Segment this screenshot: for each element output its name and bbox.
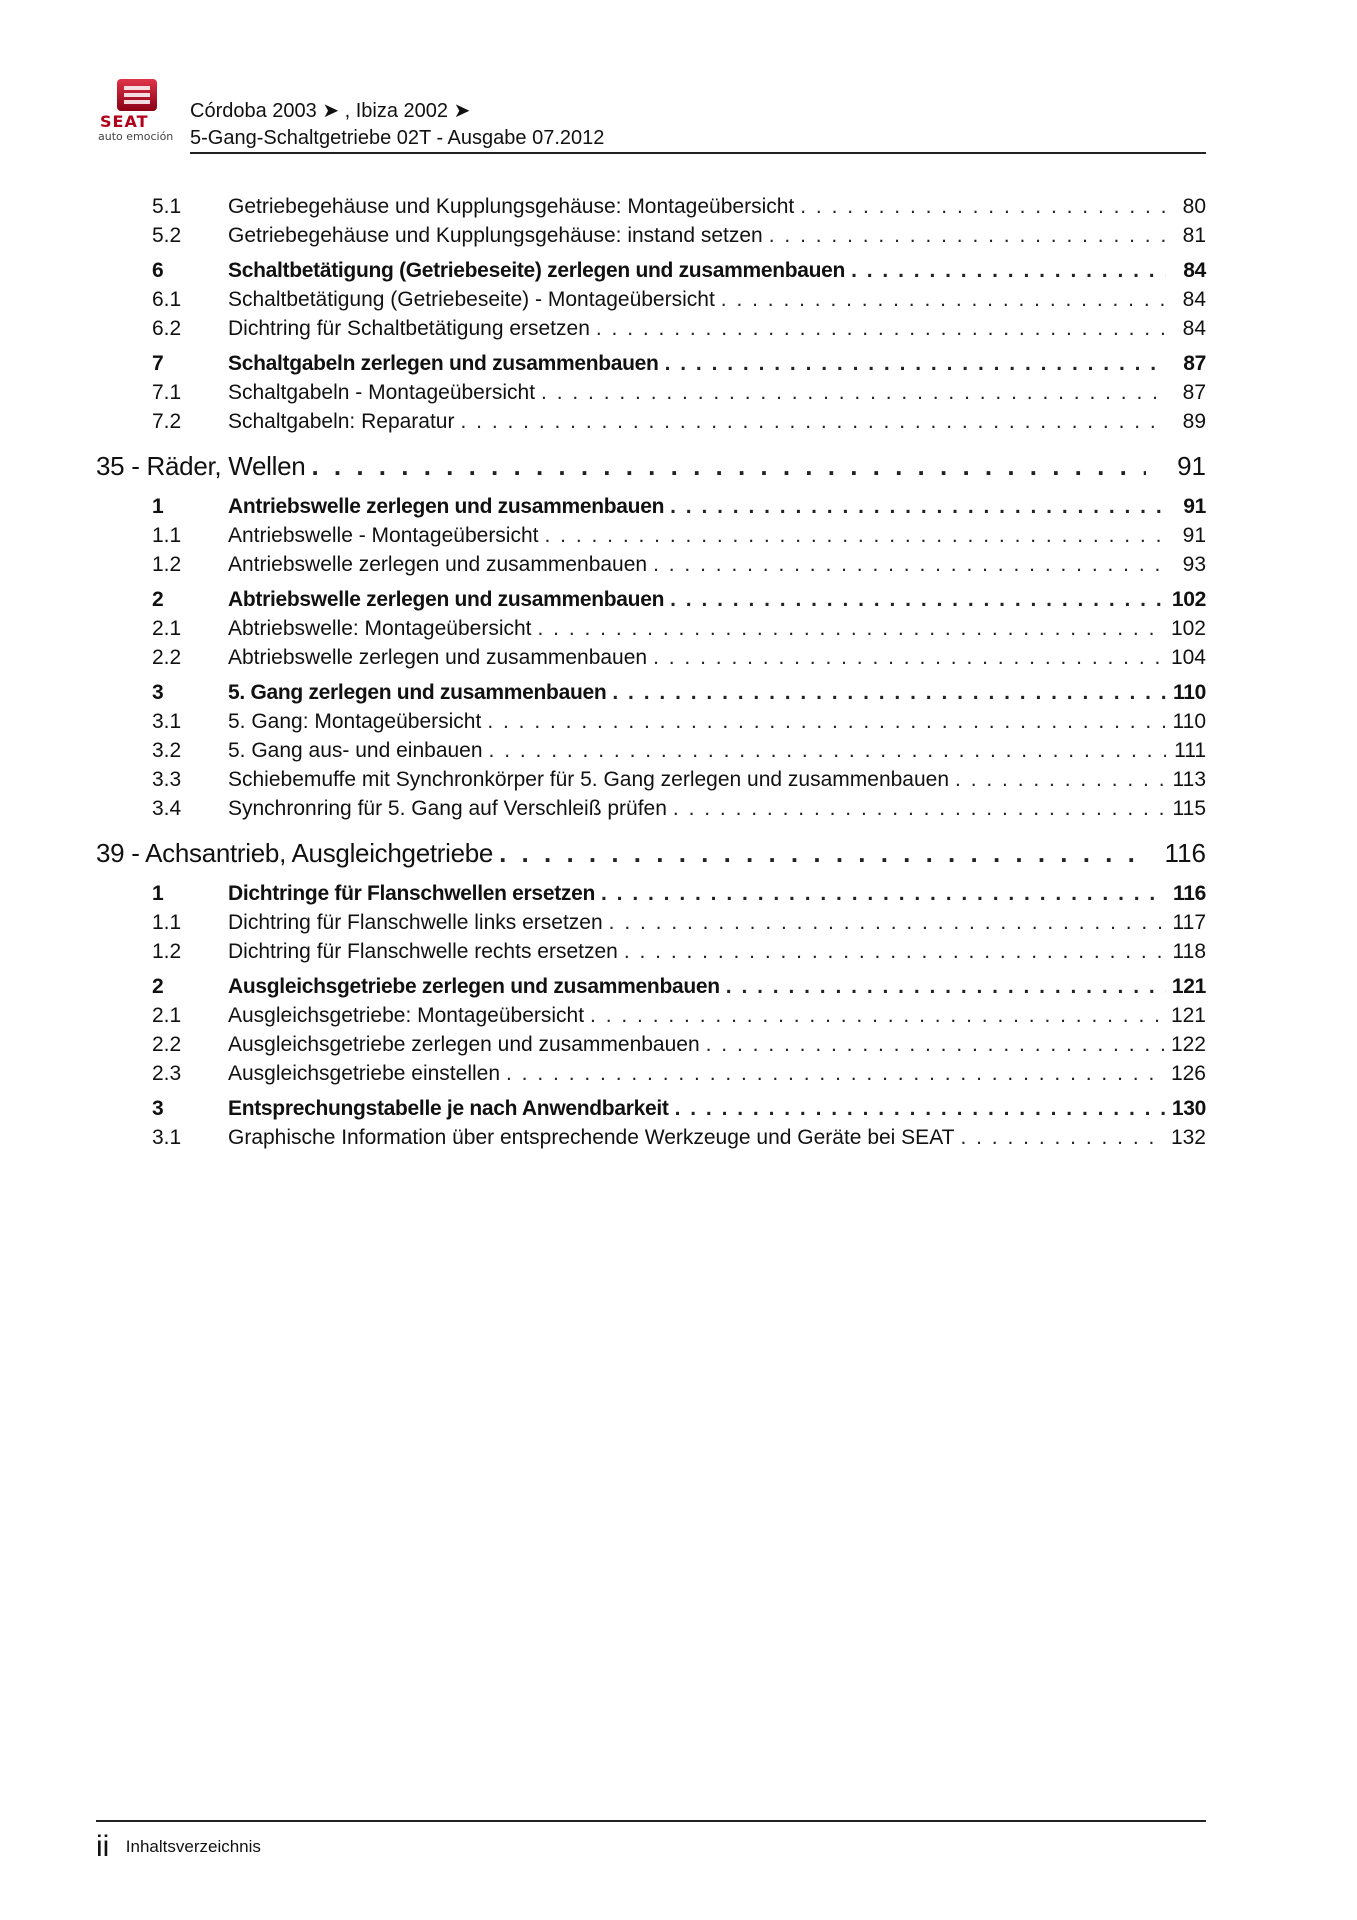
toc-entry-title: Antriebswelle zerlegen und zusammenbauen (228, 495, 665, 518)
toc-subsection[interactable] (96, 765, 1206, 794)
toc-page-number: 91 (1182, 524, 1206, 547)
toc-dot-leader (667, 794, 1166, 823)
toc-subsection[interactable] (96, 1059, 1206, 1088)
toc-section[interactable] (96, 256, 1206, 285)
toc-dot-leader (535, 378, 1166, 407)
toc-page-number: 87 (1182, 381, 1206, 404)
toc-dot-leader (483, 736, 1166, 765)
toc-dot-leader (539, 521, 1167, 550)
toc-dot-leader (595, 879, 1166, 908)
toc-entry-number: 3 (152, 1097, 164, 1120)
seat-logo-icon (116, 78, 158, 112)
toc-entry-number: 2 (152, 588, 164, 611)
toc-entry-number: 1.2 (152, 940, 182, 963)
toc-entry-title: Dichtring für Flanschwelle rechts ersetzen (228, 940, 618, 963)
toc-entry-number: 1 (152, 882, 164, 905)
toc-page-number: 132 (1170, 1126, 1206, 1149)
toc-entry-number: 7.2 (152, 410, 182, 433)
toc-subsection[interactable] (96, 707, 1206, 736)
toc-page-number: 91 (1183, 495, 1206, 518)
toc-dot-leader (647, 550, 1166, 579)
toc-page-number: 122 (1170, 1033, 1206, 1056)
toc-page-number: 80 (1182, 195, 1206, 218)
toc-subsection[interactable] (96, 908, 1206, 937)
toc-dot-leader (954, 1123, 1166, 1152)
seat-logo (96, 78, 178, 142)
toc-dot-leader (715, 285, 1166, 314)
toc-subsection[interactable] (96, 550, 1206, 579)
toc-section[interactable] (96, 879, 1206, 908)
toc-dot-leader (590, 314, 1166, 343)
toc-page-number: 116 (1173, 882, 1206, 905)
toc-subsection[interactable] (96, 314, 1206, 343)
toc-entry-number: 3.2 (152, 739, 182, 762)
toc-dot-leader (481, 707, 1166, 736)
toc-subsection[interactable] (96, 794, 1206, 823)
toc-entry-title: Getriebegehäuse und Kupplungsgehäuse: instand setzen (228, 224, 763, 247)
toc-page-number: 102 (1170, 617, 1206, 640)
toc-page-number: 116 (1164, 838, 1206, 868)
toc-subsection[interactable] (96, 1123, 1206, 1152)
page-footer (96, 1830, 261, 1864)
toc-entry-number: 6.1 (152, 288, 182, 311)
toc-dot-leader (454, 407, 1166, 436)
toc-entry-number: 2.2 (152, 646, 182, 669)
toc-dot-leader (720, 972, 1166, 1001)
toc-section[interactable] (96, 585, 1206, 614)
toc-entry-title: Dichtring für Flanschwelle links ersetzen (228, 911, 603, 934)
toc-page-number: 126 (1170, 1062, 1206, 1085)
toc-entry-title: Ausgleichsgetriebe einstellen (228, 1062, 501, 1085)
toc-page-number: 91 (1177, 451, 1206, 481)
toc-dot-leader (794, 192, 1166, 221)
toc-entry-title: Schaltgabeln zerlegen und zusammenbauen (228, 352, 659, 375)
toc-dot-leader (669, 1094, 1166, 1123)
toc-page-number: 110 (1173, 681, 1206, 704)
brand-slogan: auto emoción (98, 130, 174, 143)
toc-page-number: 102 (1171, 588, 1206, 611)
toc-dot-leader (532, 614, 1167, 643)
toc-subsection[interactable] (96, 937, 1206, 966)
toc-entry-number: 2.1 (152, 1004, 182, 1027)
footer-section-title: Inhaltsverzeichnis (125, 1837, 261, 1856)
toc-entry-title: Schaltgabeln: Reparatur (228, 410, 455, 433)
toc-page-number: 93 (1182, 553, 1206, 576)
toc-entry-title: 5. Gang aus- und einbauen (228, 739, 483, 762)
toc-entry-number: 3.1 (152, 710, 182, 733)
toc-subsection[interactable] (96, 285, 1206, 314)
toc-entry-title: Getriebegehäuse und Kupplungsgehäuse: Montageübersicht (228, 195, 795, 218)
toc-subsection[interactable] (96, 378, 1206, 407)
toc-dot-leader (700, 1030, 1166, 1059)
document-subtitle: 5-Gang-Schaltgetriebe 02T - Ausgabe 07.2012 (190, 127, 605, 149)
header-divider (190, 152, 1206, 154)
toc-entry-title: 39 - Achsantrieb, Ausgleichgetriebe (96, 838, 494, 868)
toc-entry-title: Entsprechungstabelle je nach Anwendbarkeit (228, 1097, 669, 1120)
toc-section[interactable] (96, 678, 1206, 707)
toc-entry-title: Schaltbetätigung (Getriebeseite) - Montageübersicht (228, 288, 715, 311)
toc-section[interactable] (96, 972, 1206, 1001)
toc-entry-number: 1.1 (152, 524, 182, 547)
toc-entry-title: Antriebswelle zerlegen und zusammenbauen (228, 553, 648, 576)
toc-entry-number: 2 (152, 975, 164, 998)
toc-entry-number: 3 (152, 681, 164, 704)
toc-page-number: 81 (1182, 224, 1206, 247)
toc-page-number: 121 (1171, 975, 1206, 998)
toc-entry-number: 5.1 (152, 195, 182, 218)
toc-dot-leader (305, 446, 1146, 486)
toc-page-number: 111 (1174, 739, 1206, 762)
footer-divider (96, 1820, 1206, 1822)
toc-entry-title: 5. Gang: Montageübersicht (228, 710, 482, 733)
toc-entry-title: Synchronring für 5. Gang auf Verschleiß prüfen (228, 797, 667, 820)
toc-subsection[interactable] (96, 643, 1206, 672)
toc-entry-number: 3.3 (152, 768, 182, 791)
toc-page-number: 115 (1172, 797, 1206, 820)
toc-entry-title: Schaltgabeln - Montageübersicht (228, 381, 536, 404)
brand-name: SEAT (100, 112, 149, 131)
toc-page-number: 89 (1182, 410, 1206, 433)
toc-entry-number: 3.4 (152, 797, 182, 820)
toc-entry-title: 5. Gang zerlegen und zusammenbauen (228, 681, 607, 704)
toc-page-number: 87 (1183, 352, 1206, 375)
toc-entry-number: 5.2 (152, 224, 182, 247)
toc-dot-leader (606, 678, 1166, 707)
table-of-contents (96, 192, 1206, 1152)
toc-subsection[interactable] (96, 1030, 1206, 1059)
toc-subsection[interactable] (96, 521, 1206, 550)
toc-entry-number: 2.3 (152, 1062, 182, 1085)
toc-entry-title: Antriebswelle - Montageübersicht (228, 524, 539, 547)
toc-entry-title: Dichtring für Schaltbetätigung ersetzen (228, 317, 590, 340)
toc-entry-number: 1.2 (152, 553, 182, 576)
toc-dot-leader (664, 492, 1166, 521)
toc-entry-title: Abtriebswelle zerlegen und zusammenbauen (228, 646, 648, 669)
toc-subsection[interactable] (96, 1001, 1206, 1030)
toc-chapter[interactable] (96, 833, 1206, 873)
toc-entry-number: 2.2 (152, 1033, 182, 1056)
toc-page-number: 104 (1170, 646, 1206, 669)
toc-entry-number: 3.1 (152, 1126, 182, 1149)
toc-entry-title: 35 - Räder, Wellen (96, 451, 306, 481)
toc-entry-number: 1.1 (152, 911, 182, 934)
toc-subsection[interactable] (96, 192, 1206, 221)
toc-entry-title: Abtriebswelle: Montageübersicht (228, 617, 532, 640)
toc-dot-leader (845, 256, 1166, 285)
toc-entry-title: Graphische Information über entsprechende Werkzeuge und Geräte bei SEAT (228, 1126, 955, 1149)
toc-section[interactable] (96, 1094, 1206, 1123)
toc-page-number: 84 (1183, 259, 1206, 282)
toc-page-number: 84 (1182, 317, 1206, 340)
toc-entry-number: 6.2 (152, 317, 182, 340)
toc-page-number: 113 (1172, 768, 1206, 791)
toc-entry-title: Ausgleichsgetriebe zerlegen und zusammenbauen (228, 975, 720, 998)
toc-dot-leader (603, 908, 1166, 937)
toc-page-number: 130 (1171, 1097, 1206, 1120)
toc-page-number: 110 (1172, 710, 1206, 733)
toc-entry-title: Schaltbetätigung (Getriebeseite) zerlegen und zusammenbauen (228, 259, 846, 282)
toc-page-number: 118 (1172, 940, 1206, 963)
toc-dot-leader (949, 765, 1166, 794)
toc-dot-leader (647, 643, 1166, 672)
toc-dot-leader (584, 1001, 1166, 1030)
toc-dot-leader (763, 221, 1166, 250)
toc-section[interactable] (96, 349, 1206, 378)
toc-entry-number: 1 (152, 495, 164, 518)
toc-entry-number: 6 (152, 259, 164, 282)
toc-page-number: 121 (1170, 1004, 1206, 1027)
toc-dot-leader (664, 585, 1166, 614)
toc-subsection[interactable] (96, 614, 1206, 643)
toc-subsection[interactable] (96, 221, 1206, 250)
document-title: Córdoba 2003 ➤ , Ibiza 2002 ➤ (190, 100, 471, 122)
toc-entry-title: Abtriebswelle zerlegen und zusammenbauen (228, 588, 665, 611)
toc-entry-number: 7.1 (152, 381, 182, 404)
toc-entry-title: Dichtringe für Flanschwellen ersetzen (228, 882, 595, 905)
toc-dot-leader (659, 349, 1166, 378)
page-number: ii (96, 1830, 110, 1863)
toc-entry-title: Schiebemuffe mit Synchronkörper für 5. Gang zerlegen und zusammenbauen (228, 768, 950, 791)
toc-subsection[interactable] (96, 736, 1206, 765)
toc-entry-title: Ausgleichsgetriebe: Montageübersicht (228, 1004, 585, 1027)
toc-dot-leader (493, 833, 1146, 873)
toc-entry-number: 2.1 (152, 617, 182, 640)
toc-subsection[interactable] (96, 407, 1206, 436)
toc-entry-title: Ausgleichsgetriebe zerlegen und zusammenbauen (228, 1033, 700, 1056)
toc-section[interactable] (96, 492, 1206, 521)
toc-chapter[interactable] (96, 446, 1206, 486)
toc-page-number: 117 (1172, 911, 1206, 934)
toc-dot-leader (618, 937, 1166, 966)
page-header (96, 78, 1206, 158)
toc-page-number: 84 (1182, 288, 1206, 311)
toc-entry-number: 7 (152, 352, 164, 375)
toc-dot-leader (500, 1059, 1166, 1088)
